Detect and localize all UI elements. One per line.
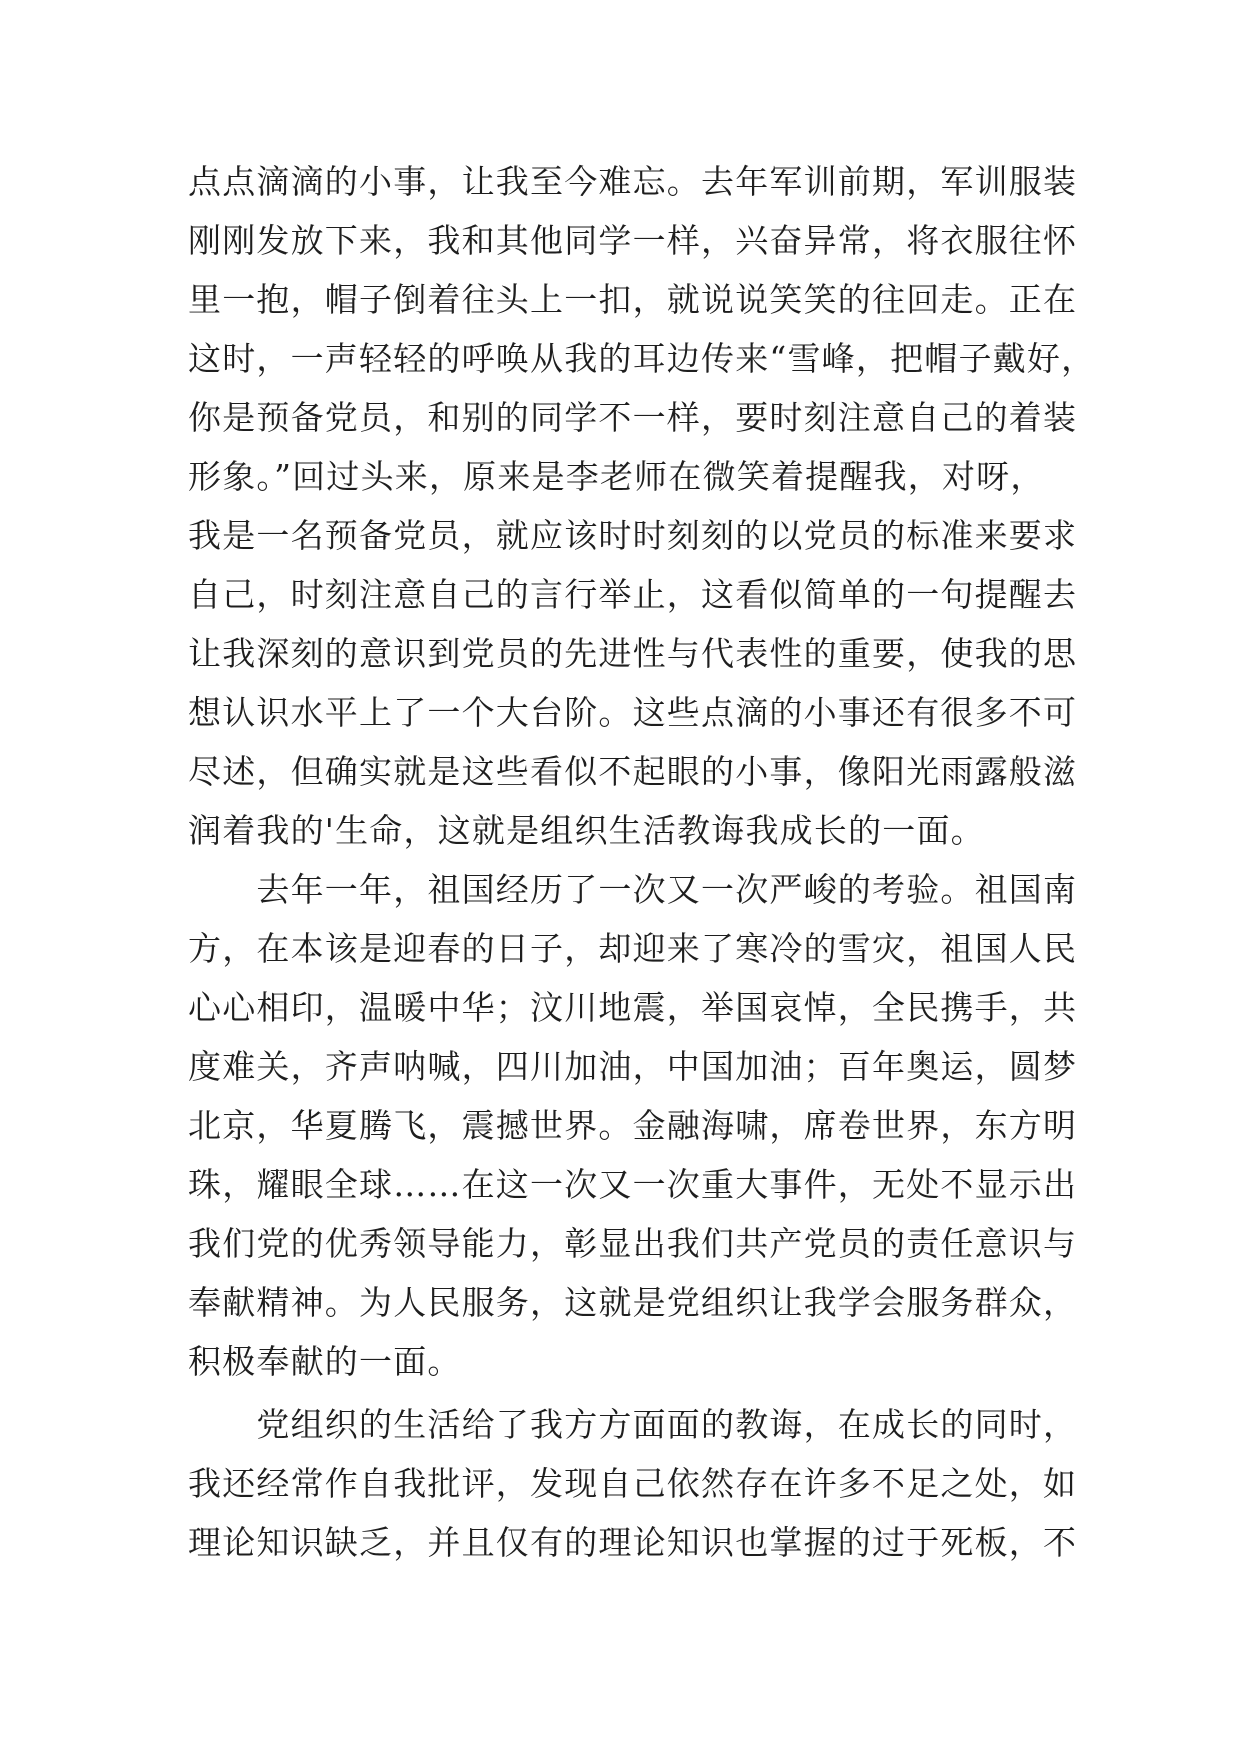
text-line: 方，在本该是迎春的日子，却迎来了寒冷的雪灾，祖国人民 xyxy=(188,929,1078,968)
text-line: 我还经常作自我批评，发现自己依然存在许多不足之处，如 xyxy=(188,1464,1078,1503)
paragraph xyxy=(188,152,1096,860)
text-line: 你是预备党员，和别的同学不一样，要时刻注意自己的着装 xyxy=(188,398,1078,437)
paragraph xyxy=(188,1395,1078,1572)
text-line: 里一抱，帽子倒着往头上一扣，就说说笑笑的往回走。正在 xyxy=(188,280,1078,319)
body-text xyxy=(188,152,1096,1572)
text-line: 心心相印，温暖中华；汶川地震，举国哀悼，全民携手，共 xyxy=(188,988,1078,1027)
text-line: 想认识水平上了一个大台阶。这些点滴的小事还有很多不可 xyxy=(188,693,1078,732)
text-line: 尽述，但确实就是这些看似不起眼的小事，像阳光雨露般滋 xyxy=(188,752,1078,791)
text-line: 自己，时刻注意自己的言行举止，这看似简单的一句提醒去 xyxy=(188,575,1078,614)
text-line: 理论知识缺乏，并且仅有的理论知识也掌握的过于死板，不 xyxy=(188,1523,1078,1562)
text-line: 度难关，齐声呐喊，四川加油，中国加油；百年奥运，圆梦 xyxy=(188,1047,1078,1086)
text-line: 这时，一声轻轻的呼唤从我的耳边传来“雪峰，把帽子戴好， xyxy=(188,339,1096,378)
text-line: 北京，华夏腾飞，震撼世界。金融海啸，席卷世界，东方明 xyxy=(188,1106,1078,1145)
paragraph xyxy=(188,860,1078,1391)
text-line: 让我深刻的意识到党员的先进性与代表性的重要，使我的思 xyxy=(188,634,1078,673)
text-line: 润着我的'生命，这就是组织生活教诲我成长的一面。 xyxy=(188,811,985,850)
text-line: 党组织的生活给了我方方面面的教诲，在成长的同时， xyxy=(188,1405,1078,1444)
text-line: 积极奉献的一面。 xyxy=(188,1342,462,1381)
text-line: 珠，耀眼全球……在这一次又一次重大事件，无处不显示出 xyxy=(188,1165,1078,1204)
text-line: 形象。”回过头来，原来是李老师在微笑着提醒我，对呀， xyxy=(188,457,1045,496)
text-line: 刚刚发放下来，我和其他同学一样，兴奋异常，将衣服往怀 xyxy=(188,221,1078,260)
text-line: 去年一年，祖国经历了一次又一次严峻的考验。祖国南 xyxy=(188,870,1078,909)
text-line: 我们党的优秀领导能力，彰显出我们共产党员的责任意识与 xyxy=(188,1224,1078,1263)
text-line: 奉献精神。为人民服务，这就是党组织让我学会服务群众， xyxy=(188,1283,1078,1322)
text-line: 点点滴滴的小事，让我至今难忘。去年军训前期，军训服装 xyxy=(188,162,1078,201)
text-line: 我是一名预备党员，就应该时时刻刻的以党员的标准来要求 xyxy=(188,516,1078,555)
